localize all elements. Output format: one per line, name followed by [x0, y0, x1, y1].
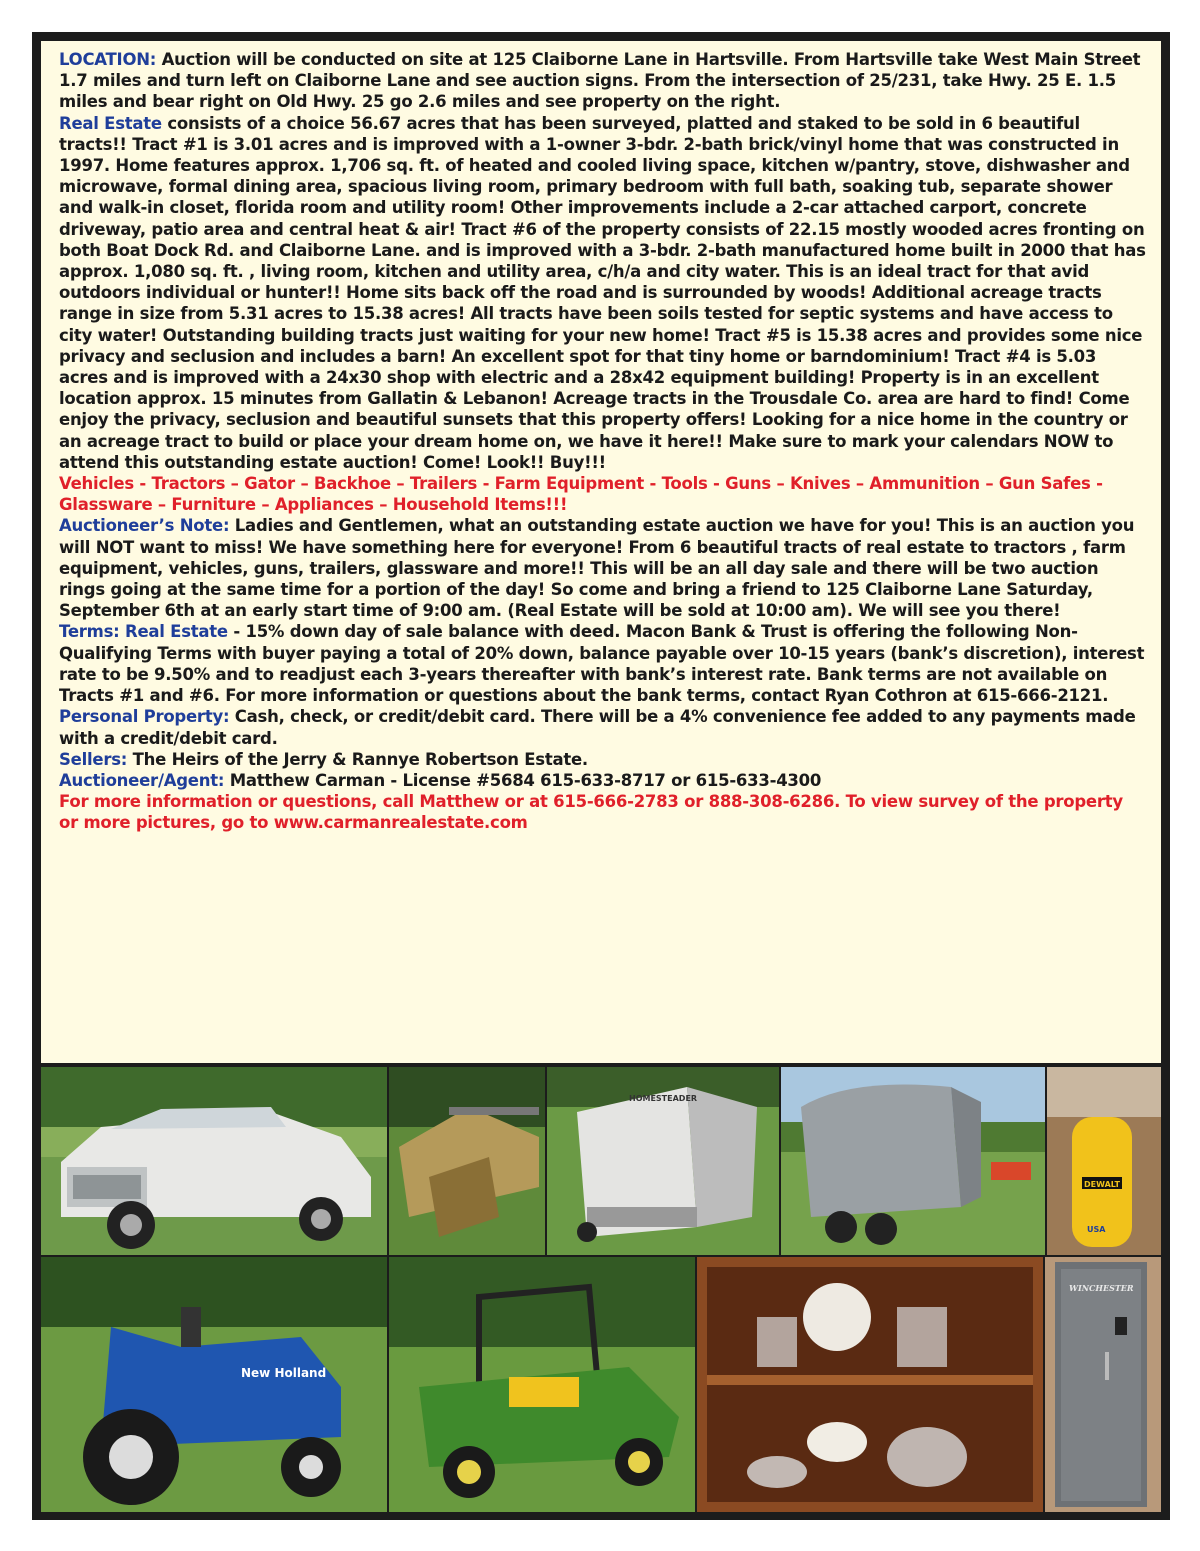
terms-text: - 15% down day of sale balance with deed. Macon Bank & Trust is offering the following Non-Qualifying Terms with buyer paying a total of 20% down, balance payable over 10-15 years (bank’s discretion), interest rate to be 9.50% and to readjust each 3-years thereafter with bank’s interest rate. Bank terms are not available on Tracts #1 and #6. For more information or questions about the bank terms, contact Ryan Cothron at 615-666-2121.: [59, 622, 1145, 706]
items-list-line: Vehicles - Tractors – Gator – Backhoe – Trailers - Farm Equipment - Tools - Guns – Knives – Ammunition – Gun Safes - Glassware – Furniture – Appliances – Household Items!!!: [59, 474, 1103, 515]
auctioneers-note-paragraph: [59, 515, 1147, 621]
compressor-flag-text: USA: [1087, 1225, 1106, 1234]
terms-paragraph: [59, 621, 1147, 748]
sellers-paragraph: [59, 749, 1147, 770]
real-estate-paragraph: [59, 113, 1147, 473]
terms-label: Terms: Real Estate: [59, 622, 228, 642]
safe-brand-text: WINCHESTER: [1069, 1283, 1134, 1293]
trailer-brand-text: HOMESTEADER: [629, 1094, 698, 1103]
auction-details-textbox: [41, 41, 1161, 1063]
gator-utility-vehicle-photo: [389, 1257, 695, 1512]
personal-property-text: Cash, check, or credit/debit card. There will be a 4% convenience fee added to any payments made with a credit/debit card.: [59, 707, 1136, 748]
sellers-label: Sellers:: [59, 749, 128, 769]
air-compressor-photo: [1047, 1067, 1161, 1255]
real-estate-label: Real Estate: [59, 113, 162, 133]
tractor-brand-text: New Holland: [241, 1366, 327, 1380]
blue-tractor-photo: [41, 1257, 387, 1512]
glassware-cabinet-photo: [697, 1257, 1043, 1512]
compressor-brand-text: DEWALT: [1084, 1180, 1120, 1189]
auctioneer-agent-text: Matthew Carman - License #5684 615-633-8717 or 615-633-4300: [224, 770, 822, 790]
more-info-line: For more information or questions, call Matthew or at 615-666-2783 or 888-308-6286. To view survey of the property or more pictures, go to www.carmanrealestate.com: [59, 792, 1123, 833]
pickup-truck-photo: [41, 1067, 387, 1255]
backhoe-attachment-photo: [389, 1067, 545, 1255]
auctioneer-agent-label: Auctioneer/Agent:: [59, 770, 225, 790]
location-label: LOCATION:: [59, 50, 157, 69]
horse-trailer-photo: [781, 1067, 1045, 1255]
location-text: Auction will be conducted on site at 125 Claiborne Lane in Hartsville. From Hartsville take West Main Street 1.7 miles and turn left on Claiborne Lane and see auction signs. From the intersection of 25/231, take Hwy. 25 E. 1.5 miles and bear right on Old Hwy. 25 go 2.6 miles and see property on the right.: [59, 50, 1141, 112]
personal-property-label: Personal Property:: [59, 707, 230, 727]
auctioneer-agent-paragraph: [59, 770, 1147, 791]
sellers-text: The Heirs of the Jerry & Rannye Robertson Estate.: [127, 749, 588, 769]
auctioneers-note-label: Auctioneer’s Note:: [59, 516, 230, 536]
auctioneers-note-text: Ladies and Gentlemen, what an outstanding estate auction we have for you! This is an auction you will NOT want to miss! We have something here for everyone! From 6 beautiful tracts of real estate to tractors , farm equipment, vehicles, guns, trailers, glassware and more!! This will be an all day sale and there will be two auction rings going at the same time for a portion of the day! So come and bring a friend to 125 Claiborne Lane Saturday, September 6th at an early start time of 9:00 am. (Real Estate will be sold at 10:00 am). We will see you there!: [59, 516, 1135, 621]
gun-safe-photo: [1045, 1257, 1161, 1512]
flyer-frame: [32, 32, 1170, 1520]
real-estate-text: consists of a choice 56.67 acres that has been surveyed, platted and staked to be sold in 6 beautiful tracts!! Tract #1 is 3.01 acres and is improved with a 1-owner 3-bdr. 2-bath brick/vinyl home that was constructed in 1997. Home features approx. 1,706 sq. ft. of heated and cooled living space, kitchen w/pantry, stove, dishwasher and microwave, formal dining area, spacious living room, primary bedroom with full bath, soaking tub, separate shower and walk-in closet, florida room and utility room! Other improvements include a 2-car attached carport, concrete driveway, patio area and central heat & air! Tract #6 of the property consists of 22.15 mostly wooded acres fronting on both Boat Dock Rd. and Claiborne Lane. and is improved with a 3-bdr. 2-bath manufactured home built in 2000 that has approx. 1,080 sq. ft. , living room, kitchen and utility area, c/h/a and city water. This is an ideal tract for that avid outdoors individual or hunter!! Home sits back off the road and is surrounded by woods! Additional acreage tracts range in size from 5.31 acres to 15.38 acres! All tracts have been soils tested for septic systems and have access to city water! Outstanding building tracts just waiting for your new home! Tract #5 is 15.38 acres and provides some nice privacy and seclusion and includes a barn! An excellent spot for that tiny home or barndominium! Tract #4 is 5.03 acres and is improved with a 24x30 shop with electric and a 28x42 equipment building! Property is in an excellent location approx. 15 minutes from Gallatin & Lebanon! Acreage tracts in the Trousdale Co. area are hard to find! Come enjoy the privacy, seclusion and beautiful sunsets that this property offers! Looking for a nice home in the country or an acreage tract to build or place your dream home on, we have it here!! Make sure to mark your calendars NOW to attend this outstanding estate auction! Come! Look!! Buy!!!: [59, 113, 1146, 472]
enclosed-cargo-trailer-photo: [547, 1067, 779, 1255]
location-paragraph: [59, 49, 1147, 113]
